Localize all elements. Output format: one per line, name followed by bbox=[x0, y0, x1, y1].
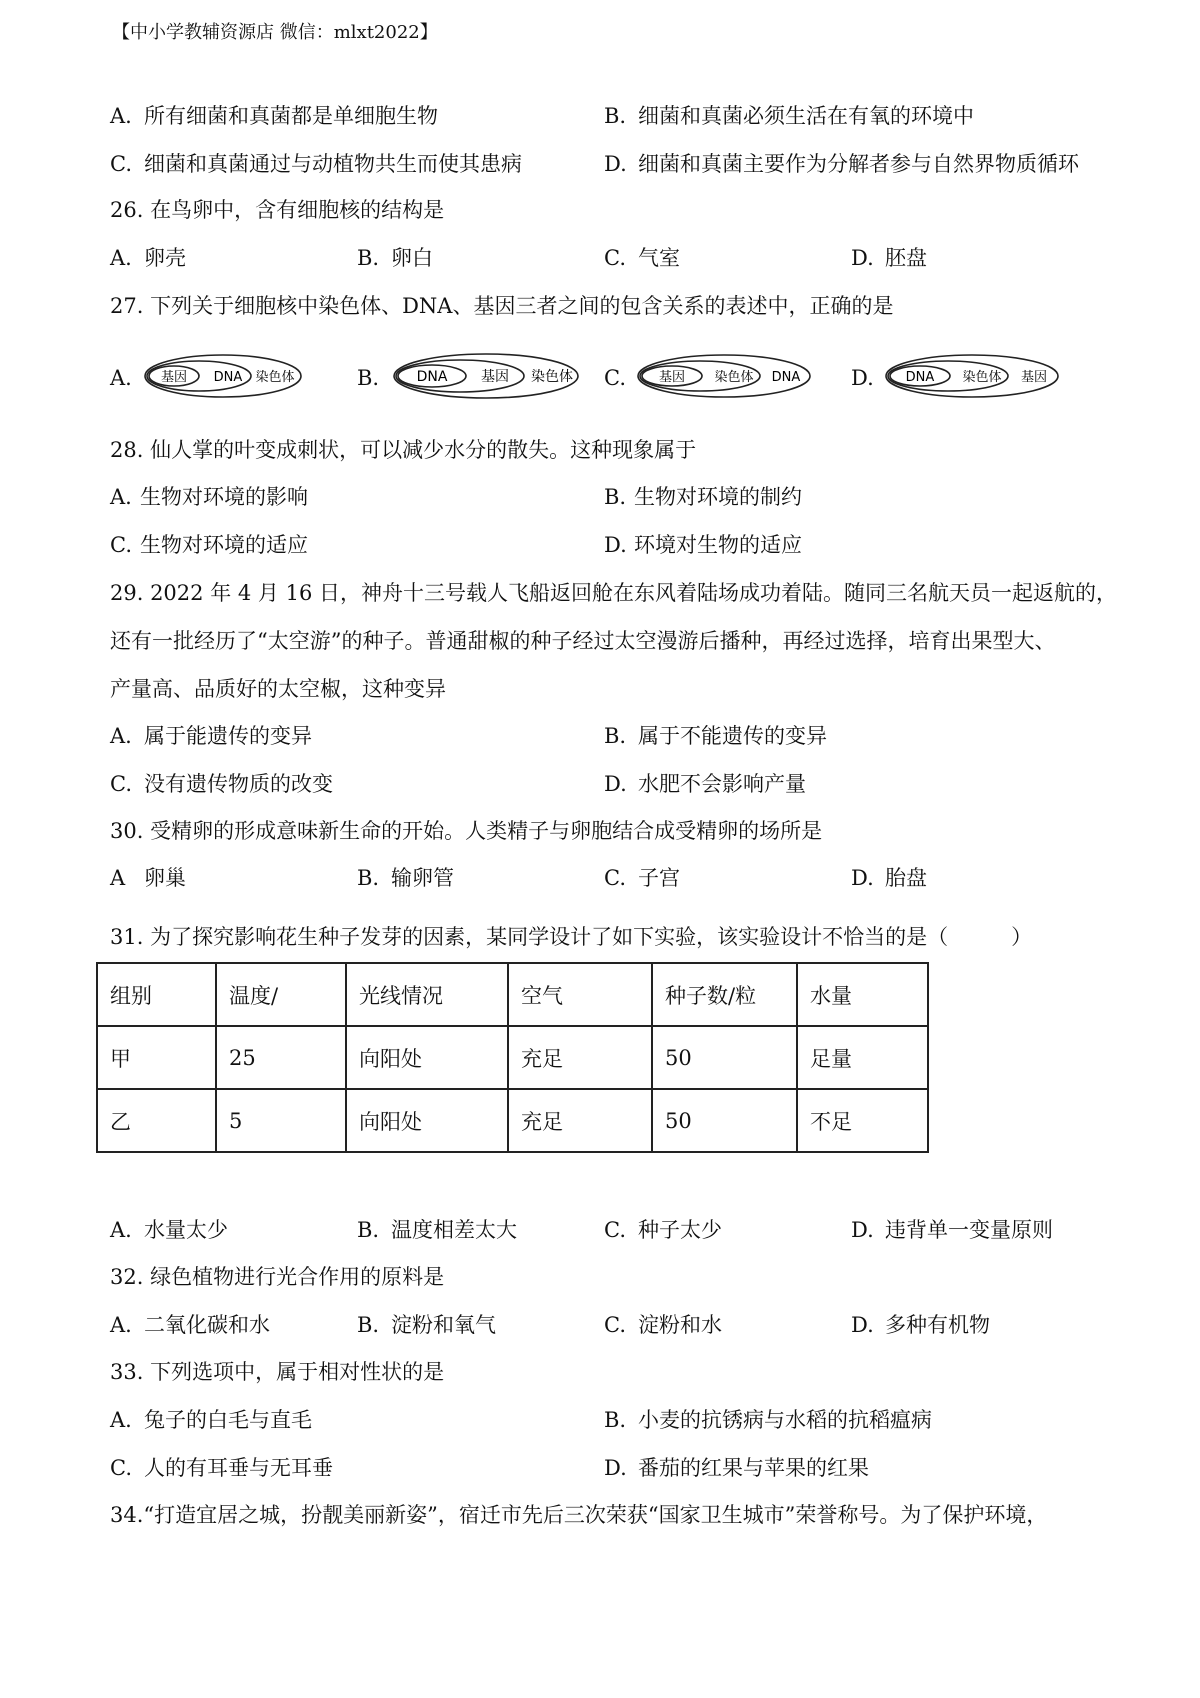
option-letter: D. bbox=[851, 866, 874, 890]
q27-option-b[interactable] bbox=[357, 364, 391, 392]
option-letter: B. bbox=[604, 485, 627, 509]
q26-stem: 26. 在鸟卵中，含有细胞核的结构是 bbox=[110, 198, 445, 222]
middle-label: 基因 bbox=[481, 369, 509, 385]
option-text: 没有遗传物质的改变 bbox=[144, 772, 333, 796]
option-letter: B. bbox=[357, 246, 380, 270]
q30-option-b[interactable] bbox=[357, 864, 454, 892]
option-letter: B. bbox=[357, 366, 380, 390]
option-letter: C. bbox=[110, 533, 132, 557]
option-text: 所有细菌和真菌都是单细胞生物 bbox=[144, 104, 438, 128]
q26-option-c[interactable] bbox=[604, 244, 680, 272]
option-text: 生物对环境的影响 bbox=[140, 485, 308, 509]
option-letter: A. bbox=[110, 1313, 132, 1337]
option-letter: A. bbox=[110, 104, 132, 128]
option-letter: D. bbox=[851, 1313, 874, 1337]
q29-option-b[interactable] bbox=[604, 722, 827, 750]
q27-option-d[interactable] bbox=[851, 364, 885, 392]
q33-option-c[interactable] bbox=[110, 1454, 333, 1482]
table-cell: 充足 bbox=[508, 1089, 652, 1152]
option-letter: C. bbox=[604, 1313, 626, 1337]
option-letter: C. bbox=[110, 152, 132, 176]
option-letter: D. bbox=[604, 772, 627, 796]
option-letter: D. bbox=[851, 1218, 874, 1242]
option-text: 气室 bbox=[638, 246, 680, 270]
option-text: 淀粉和氧气 bbox=[391, 1313, 496, 1337]
table-cell: 甲 bbox=[97, 1026, 216, 1089]
option-letter: D. bbox=[604, 533, 627, 557]
q32-option-a[interactable] bbox=[110, 1311, 270, 1339]
option-text: 胚盘 bbox=[885, 246, 927, 270]
inner-label: DNA bbox=[416, 369, 448, 385]
q30-option-d[interactable] bbox=[851, 864, 927, 892]
inner-label: DNA bbox=[905, 370, 935, 385]
table-cell: 50 bbox=[652, 1089, 797, 1152]
q30-stem: 30. 受精卵的形成意味新生命的开始。人类精子与卵胞结合成受精卵的场所是 bbox=[110, 819, 823, 843]
option-text: 输卵管 bbox=[391, 866, 454, 890]
q28-stem: 28. 仙人掌的叶变成刺状，可以减少水分的散失。这种现象属于 bbox=[110, 438, 697, 462]
table-cell: 充足 bbox=[508, 1026, 652, 1089]
table-cell: 乙 bbox=[97, 1089, 216, 1152]
table-header-cell: 种子数/粒 bbox=[652, 963, 797, 1026]
q25-option-b[interactable] bbox=[604, 102, 974, 130]
q29-stem-line-3: 产量高、品质好的太空椒，这种变异 bbox=[110, 677, 446, 701]
q29-stem-line-2: 还有一批经历了“太空游”的种子。普通甜椒的种子经过太空漫游后播种，再经过选择，培育出果型大、 bbox=[110, 629, 1056, 653]
page-header: 【中小学教辅资源店 微信：mlxt2022】 bbox=[112, 22, 438, 43]
option-text: 卵巢 bbox=[144, 866, 186, 890]
option-letter: A. bbox=[110, 246, 132, 270]
middle-label: DNA bbox=[213, 370, 243, 385]
q25-option-c[interactable] bbox=[110, 150, 522, 178]
q27-option-a[interactable] bbox=[110, 364, 144, 392]
option-text: 兔子的白毛与直毛 bbox=[144, 1408, 312, 1432]
q27-diagram-a bbox=[143, 352, 303, 400]
option-letter: B. bbox=[604, 1408, 627, 1432]
option-text: 违背单一变量原则 bbox=[885, 1218, 1053, 1242]
q28-option-c[interactable] bbox=[110, 531, 308, 559]
option-letter: A. bbox=[110, 1408, 132, 1432]
q30-option-a[interactable] bbox=[110, 864, 186, 892]
q25-option-a[interactable] bbox=[110, 102, 438, 130]
middle-label: 染色体 bbox=[962, 370, 1002, 385]
option-letter: A. bbox=[110, 366, 132, 390]
q33-option-b[interactable] bbox=[604, 1406, 932, 1434]
option-letter: C. bbox=[604, 246, 626, 270]
option-letter: B. bbox=[357, 1218, 380, 1242]
option-text: 细菌和真菌必须生活在有氧的环境中 bbox=[638, 104, 974, 128]
option-text: 细菌和真菌通过与动植物共生而使其患病 bbox=[144, 152, 522, 176]
q28-option-a[interactable] bbox=[110, 483, 308, 511]
outer-label: DNA bbox=[771, 370, 801, 385]
option-letter: C. bbox=[604, 1218, 626, 1242]
table-row bbox=[97, 1026, 928, 1089]
table-cell: 向阳处 bbox=[346, 1026, 508, 1089]
inner-label: 基因 bbox=[160, 370, 188, 385]
option-letter: D. bbox=[851, 246, 874, 270]
table-header-cell: 光线情况 bbox=[346, 963, 508, 1026]
q29-option-a[interactable] bbox=[110, 722, 312, 750]
option-text: 二氧化碳和水 bbox=[144, 1313, 270, 1337]
option-text: 人的有耳垂与无耳垂 bbox=[144, 1456, 333, 1480]
table-cell: 向阳处 bbox=[346, 1089, 508, 1152]
table-cell: 不足 bbox=[797, 1089, 928, 1152]
experiment-table bbox=[96, 962, 929, 1153]
option-text: 子宫 bbox=[638, 866, 680, 890]
q34-stem: 34.“打造宜居之城，扮靓美丽新姿”，宿迁市先后三次荣获“国家卫生城市”荣誉称号。为了保护环境， bbox=[110, 1503, 1048, 1527]
option-text: 卵白 bbox=[391, 246, 433, 270]
option-text: 水肥不会影响产量 bbox=[638, 772, 806, 796]
q30-option-c[interactable] bbox=[604, 864, 680, 892]
q28-option-b[interactable] bbox=[604, 483, 802, 511]
table-cell: 25 bbox=[216, 1026, 346, 1089]
q33-option-a[interactable] bbox=[110, 1406, 312, 1434]
q29-option-c[interactable] bbox=[110, 770, 333, 798]
option-text: 生物对环境的制约 bbox=[634, 485, 802, 509]
q32-option-c[interactable] bbox=[604, 1311, 722, 1339]
option-text: 多种有机物 bbox=[885, 1313, 990, 1337]
option-letter: A. bbox=[110, 485, 132, 509]
q32-option-d[interactable] bbox=[851, 1311, 990, 1339]
table-header-row bbox=[97, 963, 928, 1026]
q31-option-c[interactable] bbox=[604, 1216, 722, 1244]
option-letter: D. bbox=[851, 366, 874, 390]
q27-diagram-b bbox=[392, 352, 580, 400]
q29-stem-line-1: 29. 2022 年 4 月 16 日，神舟十三号载人飞船返回舱在东风着陆场成功着陆。随同三名航天员一起返航的， bbox=[110, 581, 1117, 605]
option-letter: A. bbox=[110, 1218, 132, 1242]
table-row bbox=[97, 1089, 928, 1152]
q28-option-d[interactable] bbox=[604, 531, 802, 559]
inner-label: 基因 bbox=[658, 370, 686, 385]
option-text: 小麦的抗锈病与水稻的抗稻瘟病 bbox=[638, 1408, 932, 1432]
option-letter: B. bbox=[357, 1313, 380, 1337]
q31-option-d[interactable] bbox=[851, 1216, 1053, 1244]
option-text: 胎盘 bbox=[885, 866, 927, 890]
table-cell: 足量 bbox=[797, 1026, 928, 1089]
middle-label: 染色体 bbox=[714, 370, 754, 385]
q27-stem: 27. 下列关于细胞核中染色体、DNA、基因三者之间的包含关系的表述中，正确的是 bbox=[110, 294, 894, 318]
option-text: 环境对生物的适应 bbox=[634, 533, 802, 557]
option-text: 细菌和真菌主要作为分解者参与自然界物质循环 bbox=[638, 152, 1079, 176]
option-letter: B. bbox=[357, 866, 380, 890]
table-header-cell: 水量 bbox=[797, 963, 928, 1026]
table-cell: 50 bbox=[652, 1026, 797, 1089]
q27-diagram-d bbox=[884, 352, 1060, 400]
q27-diagram-c bbox=[636, 352, 812, 400]
q29-option-d[interactable] bbox=[604, 770, 806, 798]
q26-option-a[interactable] bbox=[110, 244, 186, 272]
option-letter: B. bbox=[604, 104, 627, 128]
q31-stem: 31. 为了探究影响花生种子发芽的因素，某同学设计了如下实验，该实验设计不恰当的是（ ） bbox=[110, 925, 1033, 949]
option-text: 淀粉和水 bbox=[638, 1313, 722, 1337]
option-letter: C. bbox=[604, 866, 626, 890]
table-header-cell: 空气 bbox=[508, 963, 652, 1026]
q25-option-d[interactable] bbox=[604, 150, 1079, 178]
option-letter: C. bbox=[110, 772, 132, 796]
q31-option-a[interactable] bbox=[110, 1216, 228, 1244]
option-text: 属于不能遗传的变异 bbox=[638, 724, 827, 748]
table-header-cell: 温度/ bbox=[216, 963, 346, 1026]
option-letter: D. bbox=[604, 1456, 627, 1480]
q32-option-b[interactable] bbox=[357, 1311, 496, 1339]
option-letter: D. bbox=[604, 152, 627, 176]
option-text: 温度相差太大 bbox=[391, 1218, 517, 1242]
option-text: 水量太少 bbox=[144, 1218, 228, 1242]
q26-option-b[interactable] bbox=[357, 244, 433, 272]
option-text: 种子太少 bbox=[638, 1218, 722, 1242]
outer-label: 基因 bbox=[1020, 370, 1048, 385]
option-text: 番茄的红果与苹果的红果 bbox=[638, 1456, 869, 1480]
q27-option-c[interactable] bbox=[604, 364, 638, 392]
q26-option-d[interactable] bbox=[851, 244, 927, 272]
option-letter: A bbox=[110, 866, 126, 890]
outer-label: 染色体 bbox=[531, 369, 573, 385]
q32-stem: 32. 绿色植物进行光合作用的原料是 bbox=[110, 1265, 445, 1289]
option-letter: B. bbox=[604, 724, 627, 748]
q33-option-d[interactable] bbox=[604, 1454, 869, 1482]
option-letter: C. bbox=[604, 366, 626, 390]
option-text: 生物对环境的适应 bbox=[140, 533, 308, 557]
table-cell: 5 bbox=[216, 1089, 346, 1152]
table-header-cell: 组别 bbox=[97, 963, 216, 1026]
option-text: 卵壳 bbox=[144, 246, 186, 270]
outer-label: 染色体 bbox=[255, 370, 295, 385]
q33-stem: 33. 下列选项中，属于相对性状的是 bbox=[110, 1360, 445, 1384]
q31-option-b[interactable] bbox=[357, 1216, 517, 1244]
option-letter: C. bbox=[110, 1456, 132, 1480]
option-text: 属于能遗传的变异 bbox=[144, 724, 312, 748]
option-letter: A. bbox=[110, 724, 132, 748]
